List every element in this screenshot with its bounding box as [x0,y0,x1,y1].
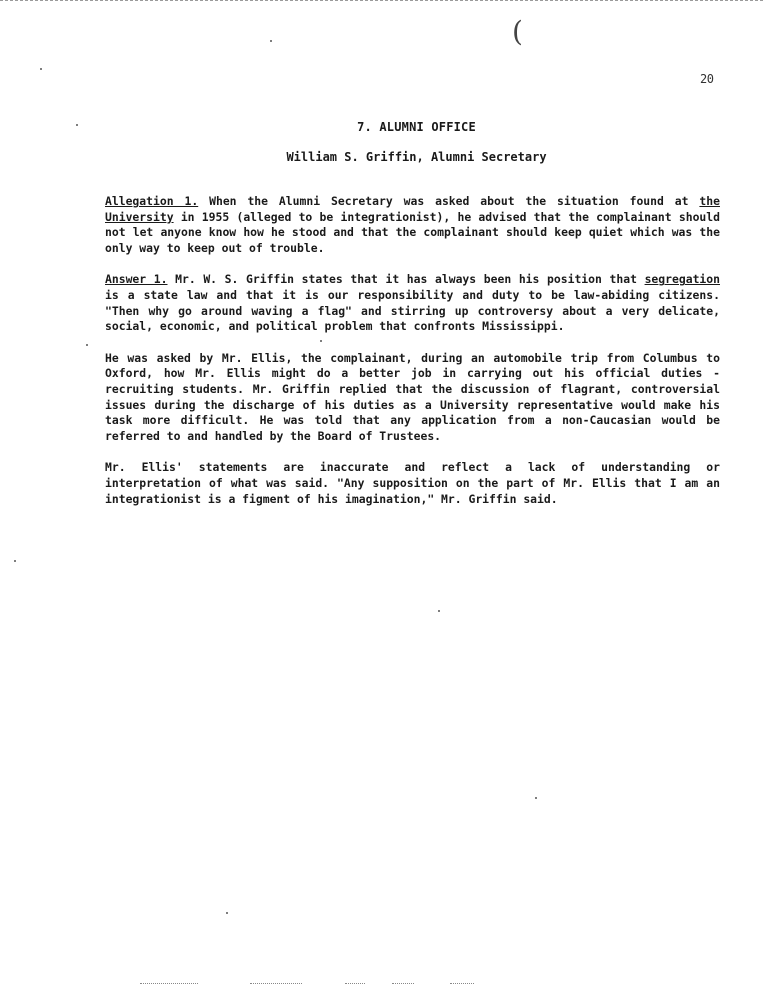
section-title: 7. ALUMNI OFFICE [357,120,476,134]
scan-speck [40,68,42,70]
scan-speck [14,560,16,562]
allegation-text-rest: in 1955 (alleged to be integrationist), he advised that the complainant should not let anyone know how he stood and that the complainant should keep quiet which was the only way to keep out of trouble. [105,209,720,255]
scan-speck [226,912,228,914]
answer-label: Answer 1. [105,272,168,287]
scan-speck [535,797,537,799]
answer-paragraph [105,272,720,334]
scan-speck [270,40,272,42]
allegation-text: When the Alumni Secretary was asked about the situation found at [198,194,700,208]
scan-speck [76,124,78,126]
answer-text: Mr. W. S. Griffin states that it has always been his position that [167,272,645,287]
body-paragraph-statement: Mr. Ellis' statements are inaccurate and reflect a lack of understanding or interpretation of what was said. "Any supposition on the part of Mr. Ellis that I am an integrationist is a figment of his imagination," Mr. Griffin said. [105,460,720,506]
allegation-underlined-phrase: the University [105,194,720,224]
allegation-paragraph [105,194,720,256]
section-subtitle: William S. Griffin, Alumni Secretary [286,150,547,164]
allegation-label: Allegation 1. [105,194,199,208]
scan-speck [438,610,440,612]
page-number: 20 [700,72,714,86]
scan-bottom-rule [250,983,302,984]
answer-text-rest: is a state law and that it is our responsibility and duty to be law-abiding citizens. "Then why go around waving a flag" and stirring up controversy about a very delicate, social, economic, and political problem that confronts Mississippi. [105,287,720,334]
scan-speck [320,340,322,342]
scan-bottom-rule [345,983,365,984]
document-body [105,194,720,523]
answer-underlined-phrase: segregation [644,272,720,287]
scan-bottom-rule [140,983,198,984]
scan-bottom-rule [450,983,474,984]
scan-bottom-rule [392,983,414,984]
scan-bracket-mark: ( [512,15,523,48]
body-paragraph-ride: He was asked by Mr. Ellis, the complainant, during an automobile trip from Columbus to Oxford, how Mr. Ellis might do a better job in carrying out his official duties - recruiting students. Mr. Griffin replied that the discussion of flagrant, controversial issues during the discharge of his duties as a University representative would make his task more difficult. He was told that any application from a non-Caucasian would be referred to and handled by the Board of Trustees. [105,350,720,443]
scan-top-border [0,0,763,1]
scan-speck [86,344,88,346]
